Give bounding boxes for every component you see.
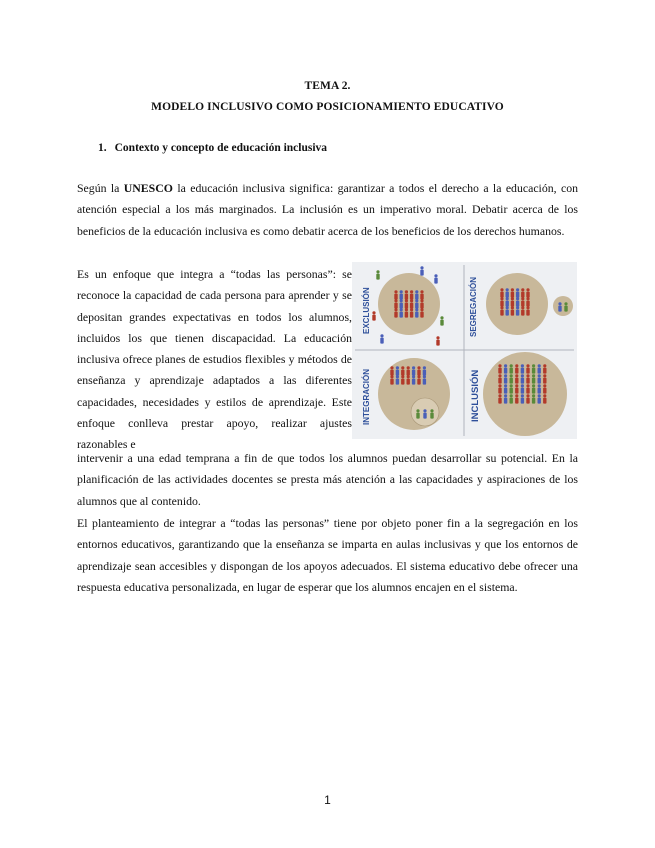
person-icon [515, 374, 518, 383]
person-icon [423, 409, 426, 418]
person-icon [538, 364, 541, 373]
person-icon [417, 366, 420, 375]
paragraph-intervenir: intervenir a una edad temprana a fin de que todos los alumnos puedan desarrollar su potencial. En la planificación de las actividades docentes se presta más atención a las capacidades y aspiraciones de los alumnos que al contenido. [77, 451, 578, 508]
person-icon [415, 299, 418, 308]
paragraph-unesco [77, 178, 578, 242]
person-icon [521, 374, 524, 383]
person-icon [506, 288, 509, 297]
person-icon [434, 274, 437, 283]
person-icon [538, 374, 541, 383]
person-icon [526, 374, 529, 383]
person-icon [521, 364, 524, 373]
person-icon [543, 374, 546, 383]
person-icon [538, 394, 541, 403]
person-icon [532, 364, 535, 373]
person-icon [405, 290, 408, 299]
person-icon [516, 306, 519, 315]
section-heading [98, 142, 327, 154]
person-icon [498, 374, 501, 383]
segregation-circle-small [553, 296, 573, 316]
label-exclusion: EXCLUSIÓN [362, 287, 371, 334]
person-icon [498, 384, 501, 393]
person-icon [511, 288, 514, 297]
person-icon [390, 375, 393, 384]
person-icon [511, 297, 514, 306]
person-icon [423, 375, 426, 384]
person-icon [412, 375, 415, 384]
person-icon [410, 308, 413, 317]
unesco-bold: UNESCO [123, 181, 173, 195]
label-segregation: SEGREGACIÓN [469, 276, 478, 337]
person-icon [504, 384, 507, 393]
person-icon [504, 394, 507, 403]
person-icon [401, 366, 404, 375]
person-icon [500, 288, 503, 297]
page-number: 1 [324, 793, 331, 807]
person-icon [420, 290, 423, 299]
person-icon [410, 290, 413, 299]
person-icon [558, 302, 561, 311]
inclusion-models-figure [352, 262, 577, 439]
person-icon [423, 366, 426, 375]
person-icon [516, 288, 519, 297]
person-icon [396, 375, 399, 384]
person-icon [405, 308, 408, 317]
person-icon [407, 375, 410, 384]
person-icon [500, 297, 503, 306]
person-icon [436, 336, 439, 345]
person-icon [564, 302, 567, 311]
person-icon [506, 297, 509, 306]
person-icon [401, 375, 404, 384]
person-icon [506, 306, 509, 315]
document-subtitle: MODELO INCLUSIVO COMO POSICIONAMIENTO EDUCATIVO [151, 101, 504, 113]
person-icon [416, 409, 419, 418]
person-icon [415, 308, 418, 317]
person-icon [526, 288, 529, 297]
person-icon [515, 364, 518, 373]
person-icon [400, 308, 403, 317]
person-icon [543, 364, 546, 373]
person-icon [394, 290, 397, 299]
person-icon [500, 306, 503, 315]
person-icon [532, 374, 535, 383]
person-icon [510, 394, 513, 403]
person-icon [417, 375, 420, 384]
person-icon [526, 297, 529, 306]
section-title: Contexto y concepto de educación inclusiva [114, 142, 328, 154]
person-icon [532, 384, 535, 393]
person-icon [526, 394, 529, 403]
person-icon [516, 297, 519, 306]
person-icon [543, 384, 546, 393]
person-icon [532, 394, 535, 403]
person-icon [400, 290, 403, 299]
person-icon [498, 394, 501, 403]
person-icon [543, 394, 546, 403]
person-icon [405, 299, 408, 308]
person-icon [511, 306, 514, 315]
person-icon [504, 374, 507, 383]
person-icon [515, 384, 518, 393]
inclusion-circle [483, 352, 567, 436]
person-icon [410, 299, 413, 308]
person-icon [396, 366, 399, 375]
paragraph-enfoque: Es un enfoque que integra a “todas las personas”: se reconoce la capacidad de cada persona para aprender y se depositan grandes expectativas en todos los alumnos, incluidos los que tienen discapacidad. La educación inclusiva ofrece planes de estudios flexibles y métodos de enseñanza y aprendizaje adaptados a las diferentes capacidades, necesidades y estilos de aprendizaje. Este enfoque conlleva prestar apoyo, realizar ajustes razonables e [77, 267, 352, 452]
person-icon [521, 306, 524, 315]
person-icon [390, 366, 393, 375]
person-icon [412, 366, 415, 375]
person-icon [420, 266, 423, 275]
person-icon [430, 409, 433, 418]
person-icon [420, 308, 423, 317]
person-icon [372, 311, 375, 320]
person-icon [521, 288, 524, 297]
person-icon [526, 364, 529, 373]
person-icon [504, 364, 507, 373]
person-icon [521, 297, 524, 306]
person-icon [407, 366, 410, 375]
person-icon [510, 374, 513, 383]
paragraph-planteamiento: El planteamiento de integrar a “todas las personas” tiene por objeto poner fin a la segregación en los entornos educativos, garantizando que la enseñanza se imparta en aulas inclusivas y que los entornos de aprendizaje sean accesibles y dispongan de los apoyos adecuados. El sistema educativo debe ofrecer una respuesta educativa personalizada, en lugar de esperar que los alumnos encajen en el sistema. [77, 516, 578, 594]
person-icon [394, 308, 397, 317]
document-title: TEMA 2. [304, 80, 351, 92]
person-icon [440, 316, 443, 325]
person-icon [538, 384, 541, 393]
section-number: 1. [98, 142, 107, 154]
person-icon [521, 394, 524, 403]
exclusion-circle [378, 273, 440, 335]
paragraph-text: Según la [77, 181, 124, 195]
person-icon [510, 364, 513, 373]
person-icon [526, 384, 529, 393]
label-inclusion: INCLUSIÓN [470, 369, 481, 422]
person-icon [510, 384, 513, 393]
label-integration: INTEGRACIÓN [362, 369, 371, 425]
person-icon [394, 299, 397, 308]
person-icon [400, 299, 403, 308]
person-icon [376, 270, 379, 279]
person-icon [415, 290, 418, 299]
person-icon [526, 306, 529, 315]
person-icon [515, 394, 518, 403]
person-icon [521, 384, 524, 393]
person-icon [380, 334, 383, 343]
person-icon [420, 299, 423, 308]
paragraph-text: la educación inclusiva significa: garantizar a todos el derecho a la educación, con atención especial a los más marginados. La inclusión es un imperativo moral. Debatir acerca de los beneficios de la educación inclusiva es como debatir acerca de los beneficios de los derechos humanos. [77, 181, 578, 238]
person-icon [498, 364, 501, 373]
